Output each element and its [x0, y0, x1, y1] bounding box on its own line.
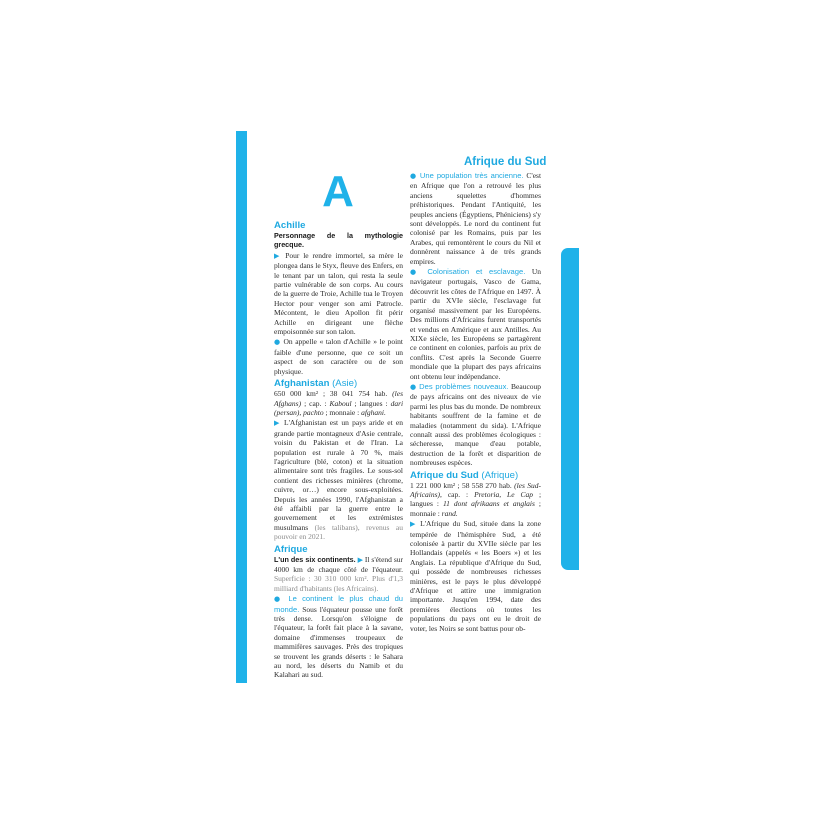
entry-body: Un navigateur portugais, Vasco de Gama, découvrit les côtes de l'Afrique en 1497. À partir du XVIe siècle, l'esclavage fut organisé massivement par les Européens. Des millions d'Africains furent transportés et vendus en Amérique et aux Antilles. Au XIXe siècle, les Européens se partagèrent ce continent en colonies, parfois au prix de conflits. C'est après la Seconde Guerre mondiale que la plupart des pays africains ont obtenu leur indépendance. — [410, 267, 542, 381]
entry-body: C'est en Afrique que l'on a retrouvé les plus anciens squelettes d'hommes préhistoriques. Pendant l'Antiquité, les peuples anciens (Égyptiens, Phéniciens) s'y sont développés. Le nord du continent fut colonisé par les Romains, puis par les Arabes, qui remontèrent le cours du Nil et donnèrent naissance à de très grands empires. — [410, 171, 542, 266]
subheading: Le continent le plus chaud du monde. — [274, 594, 404, 614]
entry-headword-afrique-du-sud: Afrique du Sud (Afrique) — [410, 469, 519, 481]
entry-headword-achille: Achille — [274, 220, 306, 231]
entry-qualifier: (Afrique) — [481, 469, 519, 481]
subheading: Des problèmes nouveaux. — [419, 381, 509, 391]
dot-bullet-icon: ● — [410, 382, 417, 391]
dot-bullet-icon: ● — [274, 338, 281, 347]
section-letter: A — [322, 167, 354, 216]
triangle-bullet-icon: ▶ — [274, 251, 282, 260]
subheading: Une population très ancienne. — [419, 171, 524, 180]
entry-facts: 1 221 000 km² ; 58 558 270 hab. (les Sud-Africains), cap. : Pretoria, Le Cap ; langues : 11 dont afrikaans et anglais ; monnaie : rand. — [410, 480, 542, 518]
entry-qualifier: (Asie) — [332, 378, 358, 390]
entry-body: L'Afghanistan est un pays aride et en grande partie montagneux d'Asie centrale, voisin du Pakistan et de l'Iran. La population est rurale à 70 %, mais l'agriculture (blé, coton) et la situation alimentaire sont très fragiles. Le sous-sol contient des richesses minières (chrome, cuivre, or…) encore sous-exploitées. Depuis les années 1990, l'Afghanistan a été affaibli par la guerre entre le gouvernement et les extrémistes musulmans — [274, 418, 404, 532]
triangle-bullet-icon: ▶ — [274, 419, 281, 428]
entry-definition: Personnage de la mythologie grecque. — [274, 231, 403, 250]
running-head: Afrique du Sud — [464, 156, 547, 168]
entry-headword-afghanistan: Afghanistan (Asie) — [274, 378, 358, 390]
triangle-bullet-icon: ▶ — [357, 555, 364, 564]
right-column — [410, 171, 541, 634]
entry-intro: Il s'étend sur 4000 km de chaque côté de l'équateur. — [274, 554, 403, 574]
entry-facts: 650 000 km² ; 38 041 754 hab. (les Afghans) ; cap. : Kaboul ; langues : dari (persan), pachto ; monnaie : afghani. — [274, 389, 404, 417]
triangle-bullet-icon: ▶ — [410, 520, 417, 529]
subheading: Colonisation et esclavage. — [427, 267, 526, 277]
thumb-index-tab[interactable] — [561, 248, 579, 570]
left-accent-bar — [236, 131, 247, 683]
entry-note: On appelle « talon d'Achille » le point faible d'une personne, que ce soit un aspect de son caractère ou de son physique. — [274, 337, 404, 376]
entry-body: L'Afrique du Sud, située dans la zone tempérée de l'hémisphère Sud, a été colonisée à partir du XVIIe siècle par les Hollandais (appelés « les Boers ») et les Anglais. La république d'Afrique du Sud, qui possède de nombreuses richesses minières, est le pays le plus développé d'Afrique et attire une immigration importante. Jusqu'en 1994, date des premières élections où toutes les populations du pays ont eu le droit de voter, les Noirs se sont battus pour ob- — [410, 519, 541, 633]
dot-bullet-icon: ● — [274, 595, 284, 604]
entry-definition: L'un des six continents. — [274, 554, 356, 564]
dot-bullet-icon: ● — [410, 268, 421, 277]
entry-stats: Superficie : 30 310 000 km². Plus d'1,3 milliard d'habitants (les Africains). — [274, 574, 403, 593]
entry-body: Pour le rendre immortel, sa mère le plongea dans le Styx, fleuve des Enfers, en le tenant par un talon, qui resta la seule partie vulnérable de son corps. Au cours de la guerre de Troie, Achille tua le Troyen Hector pour venger son ami Patrocle. Mécontent, le dieu Apollon fit périr Achille en dirigeant une flèche empoisonnée sur son talon. — [274, 250, 403, 337]
entry-headword-afrique: Afrique — [274, 543, 308, 555]
entry-body-grey: (les talibans), revenus au pouvoir en 2021. — [274, 522, 404, 542]
left-column — [274, 218, 403, 681]
dot-bullet-icon: ● — [410, 172, 418, 180]
entry-body: Beaucoup de pays africains ont des niveaux de vie parmi les plus bas du monde. De nombreux habitants souffrent de la famine et de maladies (notamment du sida). L'Afrique connaît aussi des problèmes écologiques : sécheresse, manque d'eau potable, destruction de la forêt et disparition de nombreuses espèces. — [410, 381, 542, 468]
entry-body: Sous l'équateur pousse une forêt très dense. Lorsqu'on s'éloigne de l'équateur, la forêt fait place à la savane, domaine d'immenses troupeaux de mammifères sauvages. Près des tropiques se trouvent les grands déserts : le Sahara au nord, les déserts du Namib et du Kalahari au sud. — [274, 604, 404, 680]
